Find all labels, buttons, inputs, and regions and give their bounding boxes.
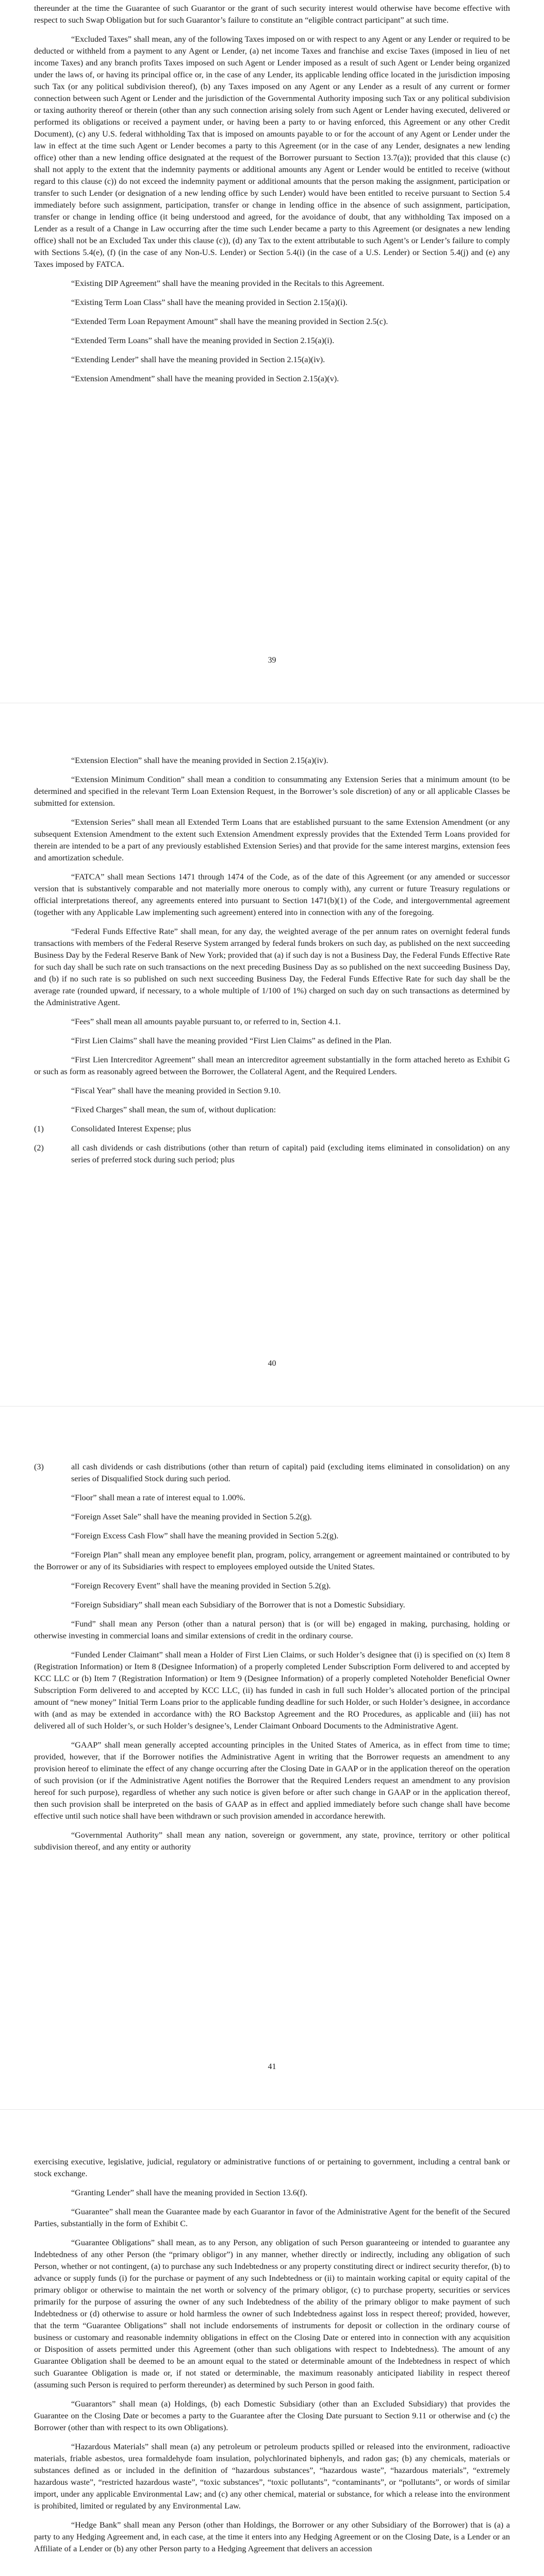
definition-paragraph [34,1511,510,1523]
defined-term: “Extending Lender” [71,355,139,364]
definition-paragraph [34,278,510,290]
definition-paragraph [34,2441,510,2512]
defined-term: “Granting Lender” [71,2188,134,2197]
definition-paragraph [34,1104,510,1116]
definition-text: shall have the meaning provided in Section 13.6(f). [134,2188,308,2197]
definition-text: shall mean a condition to consummating any Extension Series that a minimum amount (to be determined and specified in the relevant Term Loan Extension Request, in the Borrower’s sole discretion) of any or all applicable Classes be submitted for extension. [34,775,510,808]
definition-text: shall mean a Holder of First Lien Claims, or such Holder’s designee that (i) is specified on (x) Item 8 (Registration Information) or Item 8 (Designee Information) of a properly completed Lender Subscription Form delivered to and accepted by KCC LLC or (b) Item 7 (Registration Information) or Item 9 (Designee Information) of a properly completed Noteholder Beneficial Owner Subscription Form delivered to and accepted by KCC LLC, (ii) has funded in cash in full such Holder’s allocated portion of the principal amount of “new money” Initial Term Loans prior to the applicable funding deadline for such Holder, or such Holder’s designee, in accordance with (and as may be extended in accordance with) the RO Backstop Agreement and the RO Procedures, as applicable and (iii) has not delivered all of such Holder’s, or such Holder’s designee’s, Lender Claimant Onboard Documents to the Administrative Agent. [34,1650,510,1731]
definition-paragraph [34,373,510,385]
definition-text: shall mean generally accepted accounting principles in the United States of America, as in effect from time to time; provided, however, that if the Borrower notifies the Administrative Agent in writing that the Borrower requests an amendment to any provision hereof to eliminate the effect of any change occurring after the Closing Date in GAAP or in the application thereof on the operation of such provision (or if the Administrative Agent notifies the Borrower that the Required Lenders request an amendment to any provision hereof for such purpose), regardless of whether any such notice is given before or after such change in GAAP or in the application thereof, then such provision shall be interpreted on the basis of GAAP as in effect and applied immediately before such change shall have become effective until such notice shall have been withdrawn or such provision amended in accordance herewith. [34,1740,510,1821]
defined-term: “Extended Term Loans” [71,336,152,345]
defined-term: “Fund” [71,1619,96,1629]
defined-term: “Existing DIP Agreement” [71,279,160,288]
list-item [34,1142,510,1166]
definition-paragraph [34,2237,510,2391]
definition-text: shall have the meaning provided “First Lien Claims” as defined in the Plan. [137,1036,392,1045]
page-number: 40 [268,1359,276,1368]
defined-term: “Extension Minimum Condition” [71,775,185,784]
page-number: 39 [268,656,276,665]
defined-term: “Foreign Recovery Event” [71,1581,160,1590]
definition-paragraph [34,1035,510,1047]
definition-paragraph [34,1054,510,1078]
defined-term: “Governmental Authority” [71,1831,163,1840]
list-item-text: all cash dividends or cash distributions (other than return of capital) paid (excluding items eliminated in consolidation) on any series of preferred stock during such period; plus [71,1143,510,1164]
definition-paragraph [34,33,510,270]
defined-term: “Excluded Taxes” [71,35,132,44]
defined-term: “FATCA” [71,872,105,882]
defined-term: “Foreign Excess Cash Flow” [71,1531,168,1540]
definition-paragraph [34,316,510,328]
definition-text: shall mean, for any day, the weighted average of the per annum rates on overnight federal funds transactions with members of the Federal Reserve System arranged by federal funds brokers on such day, as published on the next succeeding Business Day by the Federal Reserve Bank of New York; provided that (a) if such day is not a Business Day, the Federal Funds Effective Rate for such day shall be such rate on such transactions on the next preceding Business Day as so published on the next succeeding Business Day, and (b) if no such rate is so published on such next succeeding Business Day, the Federal Funds Effective Rate for such day shall be the average rate (rounded upward, if necessary, to a whole multiple of 1/100 of 1%) charged on such day on such transactions as determined by the Administrative Agent. [34,927,510,1007]
page [0,0,544,703]
definition-text: shall mean an intercreditor agreement substantially in the form attached hereto as Exhibit G or such as form as reasonably agreed between the Borrower, the Collateral Agent, and the Required Lenders. [34,1055,510,1076]
definition-paragraph [34,817,510,864]
definition-text: thereunder at the time the Guarantee of such Guarantor or the grant of such security interest would otherwise have become effective with respect to such Swap Obligation but for such Guarantor’s failure to constitute an “eligible contract participant” at such time. [34,4,510,25]
definition-text: shall mean, any of the following Taxes imposed on or with respect to any Agent or any Lender or required to be deducted or withheld from a payment to any Agent or Lender, (a) net income Taxes and franchise and excise Taxes (imposed in lieu of net income Taxes) and any branch profits Taxes imposed on such Agent or Lender imposed as a result of such Agent or Lender being organized under the laws of, or having its principal office or, in the case of any Lender, its applicable lending office located in the jurisdiction imposing such Tax (or any political subdivision thereof), (b) any Taxes imposed on any Agent or any Lender as a result of any current or former connection between such Agent or Lender and the jurisdiction of the Governmental Authority imposing such Tax or any political subdivision or taxing authority thereof or therein (other than any such connection arising solely from such Agent or Lender having executed, delivered or performed its obligations or received a payment under, or having been a party to or having enforced, this Agreement or any other Credit Document), (c) any U.S. federal withholding Tax that is imposed on amounts payable to or for the account of any Agent or Lender under the law in effect at the time such Agent or Lender becomes a party to this Agreement (or in the case of any Lender, designates a new lending office) other than a new lending office designated at the request of the Borrower pursuant to Section 13.7(a)); provided that this clause (c) shall not apply to the extent that the indemnity payments or additional amounts any Agent or Lender would be entitled to receive (without regard to this clause (c)) do not exceed the indemnity payment or additional amounts that the person making the assignment, participation or transfer to such Lender (or designation of a new lending office by such Lender) would have been entitled to receive pursuant to Section 5.4 immediately before such assignment, participation, transfer or change in lending office in the absence of such assignment, participation, transfer or change in lending office (it being understood and agreed, for the avoidance of doubt, that any withholding Tax imposed on a Lender as a result of a Change in Law occurring after the time such Lender became a party to this Agreement (or designates a new lending office) shall not be an Excluded Tax under this clause (c)), (d) any Tax to the extent attributable to such Agent’s or Lender’s failure to comply with Sections 5.4(e), (f) (in the case of any Non-U.S. Lender) or Section 5.4(i) (in the case of a U.S. Lender) or Section 5.4(j) and (e) any Taxes imposed by FATCA. [34,35,510,269]
definition-paragraph [34,297,510,309]
definition-paragraph [34,2206,510,2230]
defined-term: “First Lien Claims” [71,1036,137,1045]
page-number: 41 [268,2062,276,2072]
defined-term: “Guarantee” [71,2207,113,2216]
definition-paragraph [34,2398,510,2434]
defined-term: “Fiscal Year” [71,1086,116,1095]
defined-term: “Extended Term Loan Repayment Amount” [71,317,218,326]
defined-term: “Extension Series” [71,818,135,827]
defined-term: “Foreign Subsidiary” [71,1600,143,1609]
definition-text: shall have the meaning provided in Section 2.5(c). [218,317,388,326]
list-item-text: Consolidated Interest Expense; plus [71,1124,191,1133]
definition-text: shall have the meaning provided in Section 9.10. [116,1086,281,1095]
definition-paragraph [34,1530,510,1542]
list-item [34,1123,510,1135]
definition-text: shall have the meaning provided in Section 2.15(a)(i). [152,336,335,345]
definition-text: shall have the meaning provided in Section 2.15(a)(iv). [142,756,328,765]
definition-paragraph [34,335,510,347]
list-item-number: (2) [34,1143,44,1153]
definition-text: shall mean Sections 1471 through 1474 of the Code, as of the date of this Agreement (or any amended or successor version that is substantively comparable and not materially more onerous to comply with), any current or future Treasury regulations or official interpretations thereof, any agreements entered into pursuant to Section 1471(b)(1) of the Code, and intergovernmental agreement (together with any Applicable Law implementing such agreement) entered into in connection with any of the foregoing. [34,872,510,917]
definition-paragraph [34,1829,510,1853]
definition-text: shall have the meaning provided in Section 2.15(a)(i). [165,298,348,307]
page [0,2110,544,2576]
definition-paragraph [34,871,510,919]
definition-text: shall mean any Person (other than a natural person) that is (or will be) engaged in making, purchasing, holding or otherwise investing in commercial loans and similar extensions of credit in the ordinary course. [34,1619,510,1640]
definition-paragraph [34,1016,510,1028]
defined-term: “Fees” [71,1017,94,1026]
definition-text: shall mean, the sum of, without duplication: [127,1105,276,1114]
definition-paragraph [34,1739,510,1822]
defined-term: “Guarantee Obligations” [71,2238,155,2247]
definition-text: shall mean any employee benefit plan, program, policy, arrangement or agreement maintained or contributed to by the Borrower or any of its Subsidiaries with respect to employees employed outside the United States. [34,1550,510,1571]
definition-paragraph [34,1599,510,1611]
definition-paragraph [34,1549,510,1573]
definition-paragraph [34,1085,510,1097]
defined-term: “Funded Lender Claimant” [71,1650,163,1659]
page [0,1406,544,2110]
definition-text: shall have the meaning provided in Section 2.15(a)(v). [155,374,339,383]
defined-term: “Foreign Asset Sale” [71,1512,141,1521]
continued-paragraph [34,2156,510,2180]
page [0,703,544,1406]
definition-paragraph [34,774,510,809]
list-item-number: (1) [34,1124,44,1133]
definition-paragraph [34,2187,510,2199]
definition-text: shall mean the Guarantee made by each Guarantor in favor of the Administrative Agent for the benefit of the Secured Parties, substantially in the form of Exhibit C. [34,2207,510,2228]
definition-text: shall mean a rate of interest equal to 1.00%. [96,1493,245,1502]
definition-paragraph [34,1618,510,1642]
definition-text: shall mean (a) any petroleum or petroleum products spilled or released into the environment, radioactive materials, friable asbestos, urea formaldehyde foam insulation, polychlorinated biphenyls, and radon gas; (b) any chemicals, materials or substances defined as or included in the definition of “hazardous substances”, “hazardous waste”, “hazardous materials”, “extremely hazardous waste”, “restricted hazardous waste”, “toxic substances”, “toxic pollutants”, “contaminants”, or “pollutants”, or words of similar import, under any applicable Environmental Law; and (c) any other chemical, material or substance, for which a release into the environment is prohibited, limited or regulated by any Environmental Law. [34,2442,510,2511]
defined-term: “First Lien Intercreditor Agreement” [71,1055,195,1064]
continued-paragraph [34,3,510,26]
defined-term: “Foreign Plan” [71,1550,122,1560]
defined-term: “Existing Term Loan Class” [71,298,166,307]
definition-paragraph [34,2519,510,2555]
definition-text: shall mean any Person (other than Holdings, the Borrower or any other Subsidiary of the Borrower) that is (a) a party to any Hedging Agreement and, in each case, at the time it enters into any Hedging Agreement or on the Closing Date, is a Lender or an Affiliate of a Lender or (b) any other Person party to a Hedging Agreement that delivers an accession [34,2520,510,2553]
definition-text: shall have the meaning provided in the Recitals to this Agreement. [160,279,385,288]
list-item-number: (3) [34,1462,44,1471]
definition-paragraph [34,926,510,1009]
definition-paragraph [34,1649,510,1732]
definition-paragraph [34,755,510,767]
defined-term: “Fixed Charges” [71,1105,127,1114]
definition-text: shall have the meaning provided in Section 2.15(a)(iv). [138,355,325,364]
definition-text: shall have the meaning provided in Section 5.2(g). [168,1531,339,1540]
defined-term: “Floor” [71,1493,97,1502]
definition-text: shall mean, as to any Person, any obligation of such Person guaranteeing or intended to guarantee any Indebtedness of any other Person (the “primary obligor”) in any manner, whether directly or indirectly, including any obligation of such Person, whether or not contingent, (a) to purchase any such Indebtedness or any property constituting direct or indirect security therefor, (b) to advance or supply funds (i) for the purchase or payment of any such Indebtedness or (ii) to maintain working capital or equity capital of the primary obligor or otherwise to maintain the net worth or solvency of the primary obligor, (c) to purchase property, securities or services primarily for the purpose of assuring the owner of any such Indebtedness of the ability of the primary obligor to make payment of such Indebtedness or (d) otherwise to assure or hold harmless the owner of such Indebtedness against loss in respect thereof; provided, however, that the term “Guarantee Obligations” shall not include endorsements of instruments for deposit or collection in the ordinary course of business or customary and reasonable indemnity obligations in effect on the Closing Date or entered into in connection with any acquisition or Disposition of assets permitted under this Agreement (other than such obligations with respect to Indebtedness). The amount of any Guarantee Obligation shall be deemed to be an amount equal to the stated or determinable amount of the Indebtedness in respect of which such Guarantee Obligation is made or, if not stated or determinable, the maximum reasonably anticipated liability in respect thereof (assuming such Person is required to perform thereunder) as determined by such Person in good faith. [34,2238,510,2389]
definition-text: shall mean any nation, sovereign or government, any state, province, territory or other political subdivision thereof, and any entity or authority [34,1831,510,1852]
defined-term: “Federal Funds Effective Rate” [71,927,178,936]
defined-term: “Hedge Bank” [71,2520,121,2530]
definition-text: shall mean (a) Holdings, (b) each Domestic Subsidiary (other than an Excluded Subsidiary) that provides the Guarantee on the Closing Date or becomes a party to the Guarantee after the Closing Date pursuant to Section 9.11 or otherwise and (c) the Borrower (other than with respect to its own Obligations). [34,2399,510,2432]
defined-term: “Extension Election” [71,756,142,765]
definition-text: shall mean all Extended Term Loans that are established pursuant to the same Extension Amendment (or any subsequent Extension Amendment to the extent such Extension Amendment expressly provides that the Extended Term Loans provided for therein are intended to be a part of any previously established Extension Series) and that provide for the same interest margins, extension fees and amortization schedule. [34,818,510,862]
definition-text: shall mean all amounts payable pursuant to, or referred to in, Section 4.1. [94,1017,341,1026]
definition-paragraph [34,1492,510,1504]
definition-paragraph [34,354,510,366]
defined-term: “Guarantors” [71,2399,116,2409]
definition-text: shall have the meaning provided in Section 5.2(g). [160,1581,331,1590]
list-item [34,1461,510,1485]
definition-text: shall mean each Subsidiary of the Borrower that is not a Domestic Subsidiary. [142,1600,405,1609]
list-item-text: all cash dividends or cash distributions (other than return of capital) paid (excluding items eliminated in consolidation) on any series of Disqualified Stock during such period. [71,1462,510,1483]
defined-term: “GAAP” [71,1740,102,1750]
definition-text: exercising executive, legislative, judicial, regulatory or administrative functions of or pertaining to government, including a central bank or stock exchange. [34,2157,510,2178]
definition-paragraph [34,1580,510,1592]
definition-text: shall have the meaning provided in Section 5.2(g). [141,1512,312,1521]
defined-term: “Hazardous Materials” [71,2442,149,2451]
defined-term: “Extension Amendment” [71,374,155,383]
